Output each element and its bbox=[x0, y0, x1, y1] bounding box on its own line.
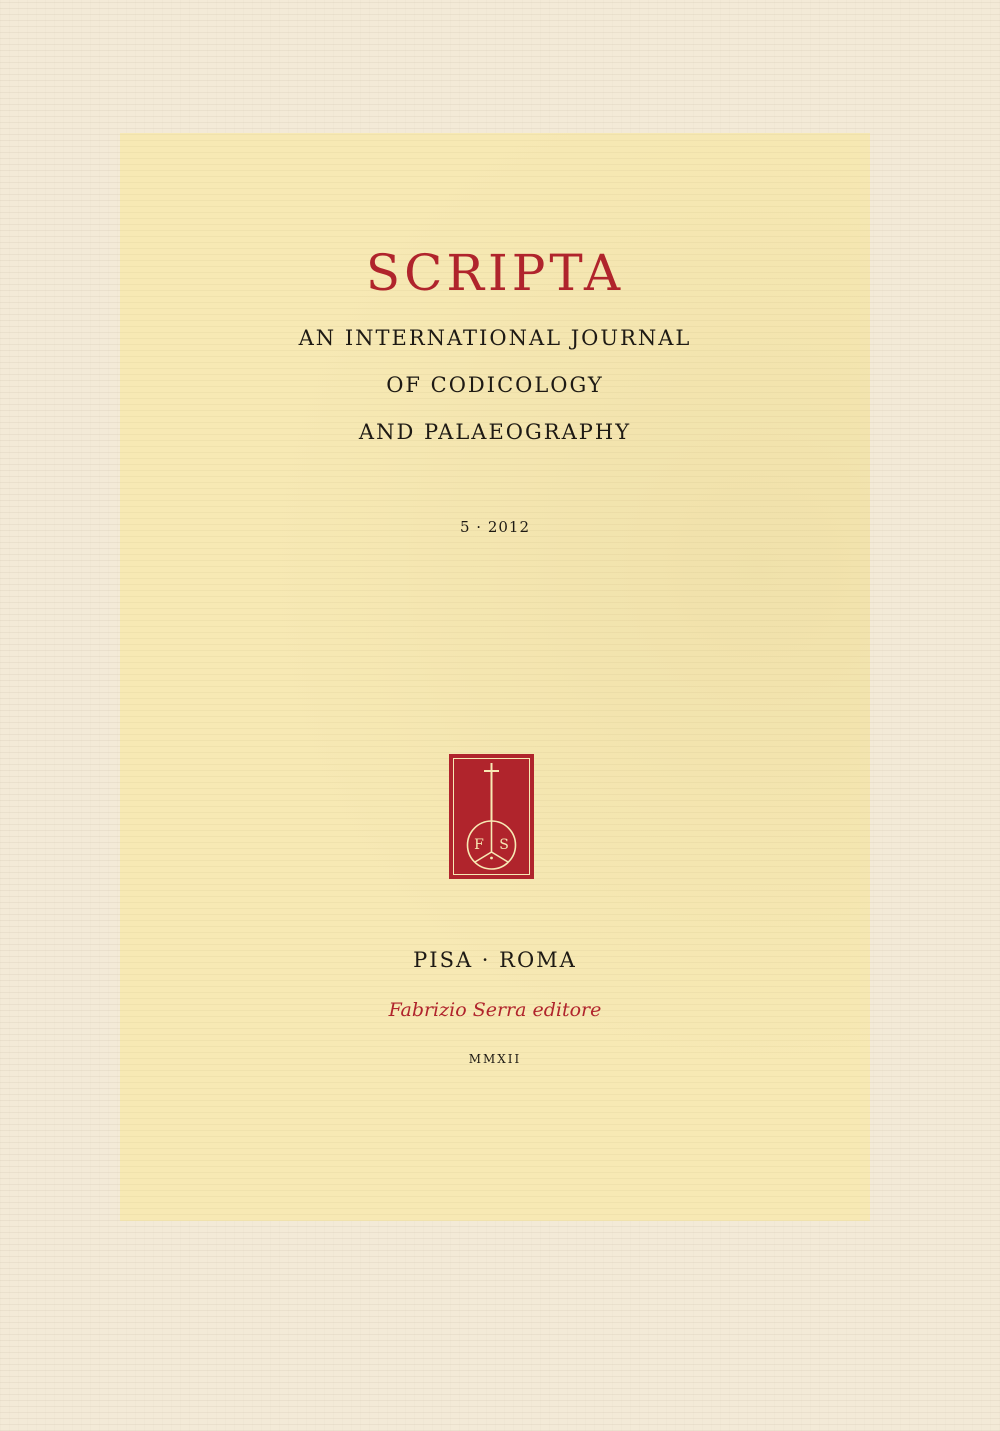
journal-title: SCRIPTA bbox=[365, 244, 625, 302]
publication-place: PISA · ROMA bbox=[413, 948, 577, 972]
logo-letter-f: F bbox=[474, 837, 484, 853]
subtitle-line-1: AN INTERNATIONAL JOURNAL bbox=[298, 326, 692, 350]
publisher-mark-icon bbox=[449, 754, 534, 879]
subtitle-line-2: OF CODICOLOGY bbox=[386, 373, 604, 397]
subtitle-line-3: AND PALAEOGRAPHY bbox=[358, 420, 632, 444]
logo-letter-s: S bbox=[499, 837, 509, 853]
publisher-name: Fabrizio Serra editore bbox=[388, 999, 602, 1021]
issue-number: 5 · 2012 bbox=[459, 518, 531, 536]
cover-panel bbox=[120, 133, 870, 1221]
publication-year-roman: MMXII bbox=[468, 1052, 522, 1066]
